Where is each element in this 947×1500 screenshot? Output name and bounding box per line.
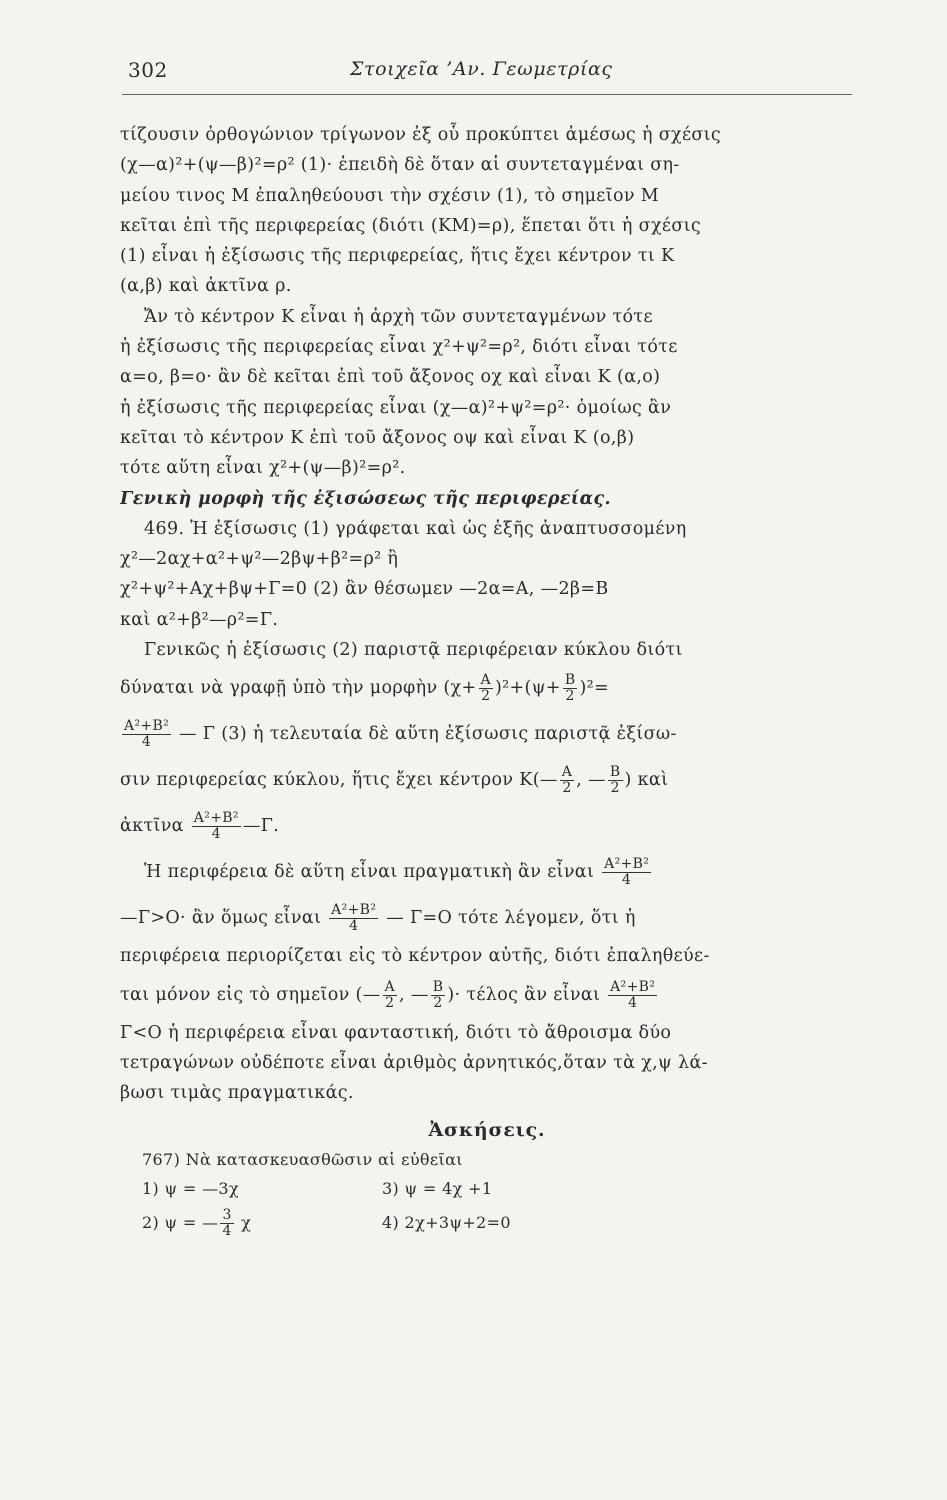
fraction-numerator: Β bbox=[432, 978, 444, 995]
equation-line bbox=[120, 895, 854, 941]
text-span: , — bbox=[576, 770, 606, 791]
fraction bbox=[608, 980, 657, 1011]
text-line: (1) εἶναι ἡ ἐξίσωσις τῆς περιφερείας, ἥτις ἔχει κέντρον τι Κ bbox=[120, 246, 675, 267]
text-line: κεῖται ἐπὶ τῆς περιφερείας (διότι (ΚΜ)=ρ), ἕπεται ὅτι ἡ σχέσις bbox=[120, 215, 701, 236]
equation-line bbox=[120, 711, 854, 757]
text-line: τότε αὕτη εἶναι χ²+(ψ—β)²=ρ². bbox=[120, 458, 406, 479]
running-title: Στοιχεῖα ’Αν. Γεωμετρίας bbox=[350, 58, 613, 80]
fraction-numerator: Α bbox=[480, 672, 491, 689]
text-line: (α,β) καὶ ἀκτῖνα ρ. bbox=[120, 276, 292, 297]
text-span: )· τέλος ἂν εἶναι bbox=[447, 984, 601, 1005]
fraction-denominator: 2 bbox=[433, 994, 443, 1011]
page-number: 302 bbox=[128, 58, 168, 82]
fraction bbox=[329, 903, 378, 934]
fraction bbox=[383, 980, 397, 1011]
fraction-numerator: Α²+Β² bbox=[610, 978, 656, 995]
text-line: Ἄν τὸ κέντρον Κ εἶναι ἡ ἀρχὴ τῶν συντεταγμένων τότε bbox=[144, 306, 653, 327]
text-span: 2) ψ = — bbox=[142, 1212, 219, 1232]
fraction-denominator: 4 bbox=[622, 872, 632, 889]
text-line: κεῖται τὸ κέντρον Κ ἐπὶ τοῦ ἄξονος οψ καὶ εἶναι Κ (ο,β) bbox=[120, 427, 635, 448]
fraction-numerator: Α²+Β² bbox=[193, 810, 239, 827]
exercise-row bbox=[120, 1203, 854, 1243]
fraction-denominator: 2 bbox=[562, 780, 572, 797]
text-span: ) καὶ bbox=[624, 770, 669, 791]
exercises-title: Ἀσκήσεις. bbox=[428, 1118, 546, 1141]
text-line: περιφέρεια περιορίζεται εἰς τὸ κέντρον αὐτῆς, διότι ἐπαληθεύε- bbox=[120, 946, 710, 967]
exercise-intro: 767) Νὰ κατασκευασθῶσιν αἱ εὐθεῖαι bbox=[142, 1149, 463, 1169]
subsection-title: Γενικὴ μορφὴ τῆς ἐξισώσεως τῆς περιφερείας. bbox=[120, 488, 611, 509]
fraction bbox=[602, 857, 651, 888]
page-header bbox=[122, 56, 852, 86]
fraction bbox=[560, 765, 574, 796]
text-line: α=ο, β=ο· ἂν δὲ κεῖται ἐπὶ τοῦ ἄξονος οχ καὶ εἶναι Κ (α,ο) bbox=[120, 367, 661, 388]
fraction-denominator: 2 bbox=[385, 994, 395, 1011]
text-line: Γ<Ο ἡ περιφέρεια εἶναι φανταστική, διότι τὸ ἄθροισμα δύο bbox=[120, 1022, 672, 1043]
fraction-denominator: 4 bbox=[628, 994, 638, 1011]
paragraph-5 bbox=[120, 849, 854, 1108]
exercises-block bbox=[120, 1145, 854, 1243]
text-line: βωσι τιμὰς πραγματικάς. bbox=[120, 1083, 354, 1104]
exercise-row bbox=[120, 1174, 854, 1203]
fraction-numerator: Α bbox=[561, 764, 573, 781]
text-span: χ bbox=[241, 1212, 252, 1232]
fraction-numerator: Α²+Β² bbox=[124, 718, 170, 735]
text-line: τίζουσιν ὀρθογώνιον τρίγωνον ἐξ οὗ προκύπτει ἀμέσως ἡ σχέσις bbox=[120, 125, 722, 145]
fraction bbox=[122, 719, 171, 750]
fraction bbox=[479, 673, 493, 704]
fraction-numerator: Α²+Β² bbox=[604, 856, 650, 873]
text-line: χ²+ψ²+Αχ+βψ+Γ=0 (2) ἂν θέσωμεν —2α=Α, —2β=Β bbox=[120, 579, 609, 600]
text-line: μείου τινος Μ ἐπαληθεύουσι τὴν σχέσιν (1), τὸ σημεῖον Μ bbox=[120, 185, 659, 206]
text-span: , — bbox=[399, 984, 429, 1005]
text-line: ἡ ἐξίσωσις τῆς περιφερείας εἶναι χ²+ψ²=ρ², διότι εἶναι τότε bbox=[120, 337, 678, 358]
text-span: — Γ=Ο τότε λέγομεν, ὅτι ἡ bbox=[386, 908, 636, 929]
page-body bbox=[120, 120, 854, 1243]
fraction bbox=[192, 811, 241, 842]
fraction-denominator: 2 bbox=[610, 780, 620, 797]
fraction-denominator: 4 bbox=[222, 1222, 232, 1239]
equation-line bbox=[120, 665, 854, 711]
exercise-item-2 bbox=[142, 1203, 382, 1243]
text-span: σιν περιφερείας κύκλου, ἥτις ἔχει κέντρον Κ(— bbox=[120, 770, 558, 791]
text-line: τετραγώνων οὐδέποτε εἶναι ἀριθμὸς ἀρνητικός,ὅταν τὰ χ,ψ λά- bbox=[120, 1052, 708, 1073]
fraction-numerator: Α²+Β² bbox=[331, 902, 377, 919]
fraction bbox=[563, 673, 578, 704]
text-span: Ἡ περιφέρεια δὲ αὕτη εἶναι πραγματικὴ ἂν εἶναι bbox=[144, 862, 595, 883]
fraction-denominator: 2 bbox=[565, 688, 575, 705]
fraction bbox=[608, 765, 623, 796]
fraction-numerator: Β bbox=[564, 672, 576, 689]
text-span: —Γ. bbox=[242, 816, 280, 837]
paragraph-3 bbox=[120, 514, 854, 635]
text-span: —Γ>Ο· ἂν ὅμως εἶναι bbox=[120, 908, 322, 929]
fraction-numerator: 3 bbox=[222, 1206, 232, 1223]
exercise-item-3: 3) ψ = 4χ +1 bbox=[382, 1178, 493, 1198]
text-line: Γενικῶς ἡ ἐξίσωσις (2) παριστᾷ περιφέρειαν κύκλου διότι bbox=[144, 640, 683, 661]
text-span: ται μόνον εἰς τὸ σημεῖον (— bbox=[120, 984, 381, 1005]
exercise-item-1: 1) ψ = —3χ bbox=[142, 1178, 240, 1198]
header-rule bbox=[122, 94, 852, 95]
fraction-denominator: 2 bbox=[481, 688, 491, 705]
text-line: (χ—α)²+(ψ—β)²=ρ² (1)· ἐπειδὴ δὲ ὅταν αἱ συντεταγμέναι ση- bbox=[120, 155, 680, 176]
paragraph-2 bbox=[120, 302, 854, 484]
fraction bbox=[431, 980, 446, 1011]
fraction bbox=[220, 1208, 233, 1239]
equation-line bbox=[120, 803, 854, 849]
paragraph-4 bbox=[120, 635, 854, 849]
equation-line bbox=[120, 849, 854, 895]
paragraph-1 bbox=[120, 120, 854, 302]
fraction-numerator: Α bbox=[384, 978, 395, 995]
text-span: ἀκτῖνα bbox=[120, 816, 184, 837]
fraction-denominator: 4 bbox=[349, 918, 359, 935]
fraction-numerator: Β bbox=[609, 764, 621, 781]
text-span: )²+(ψ+ bbox=[495, 678, 561, 699]
text-span: — Γ (3) ἡ τελευταία δὲ αὕτη ἐξίσωσις παριστᾷ ἐξίσω- bbox=[179, 724, 677, 745]
text-line: χ²—2αχ+α²+ψ²—2βψ+β²=ρ² ἢ bbox=[120, 549, 399, 570]
fraction-denominator: 4 bbox=[141, 734, 152, 751]
equation-line bbox=[120, 972, 854, 1018]
text-line: 469. Ἡ ἐξίσωσις (1) γράφεται καὶ ὡς ἑξῆς ἀναπτυσσομένη bbox=[144, 518, 687, 539]
text-span: δύναται νὰ γραφῇ ὑπὸ τὴν μορφὴν (χ+ bbox=[120, 678, 477, 699]
text-line: καὶ α²+β²—ρ²=Γ. bbox=[120, 609, 279, 630]
text-line: ἡ ἐξίσωσις τῆς περιφερείας εἶναι (χ—α)²+ψ²=ρ²· ὁμοίως ἂν bbox=[120, 397, 672, 418]
equation-line bbox=[120, 757, 854, 803]
text-span: )²= bbox=[579, 678, 610, 699]
exercise-item-4: 4) 2χ+3ψ+2=0 bbox=[382, 1212, 511, 1232]
fraction-denominator: 4 bbox=[211, 826, 221, 843]
